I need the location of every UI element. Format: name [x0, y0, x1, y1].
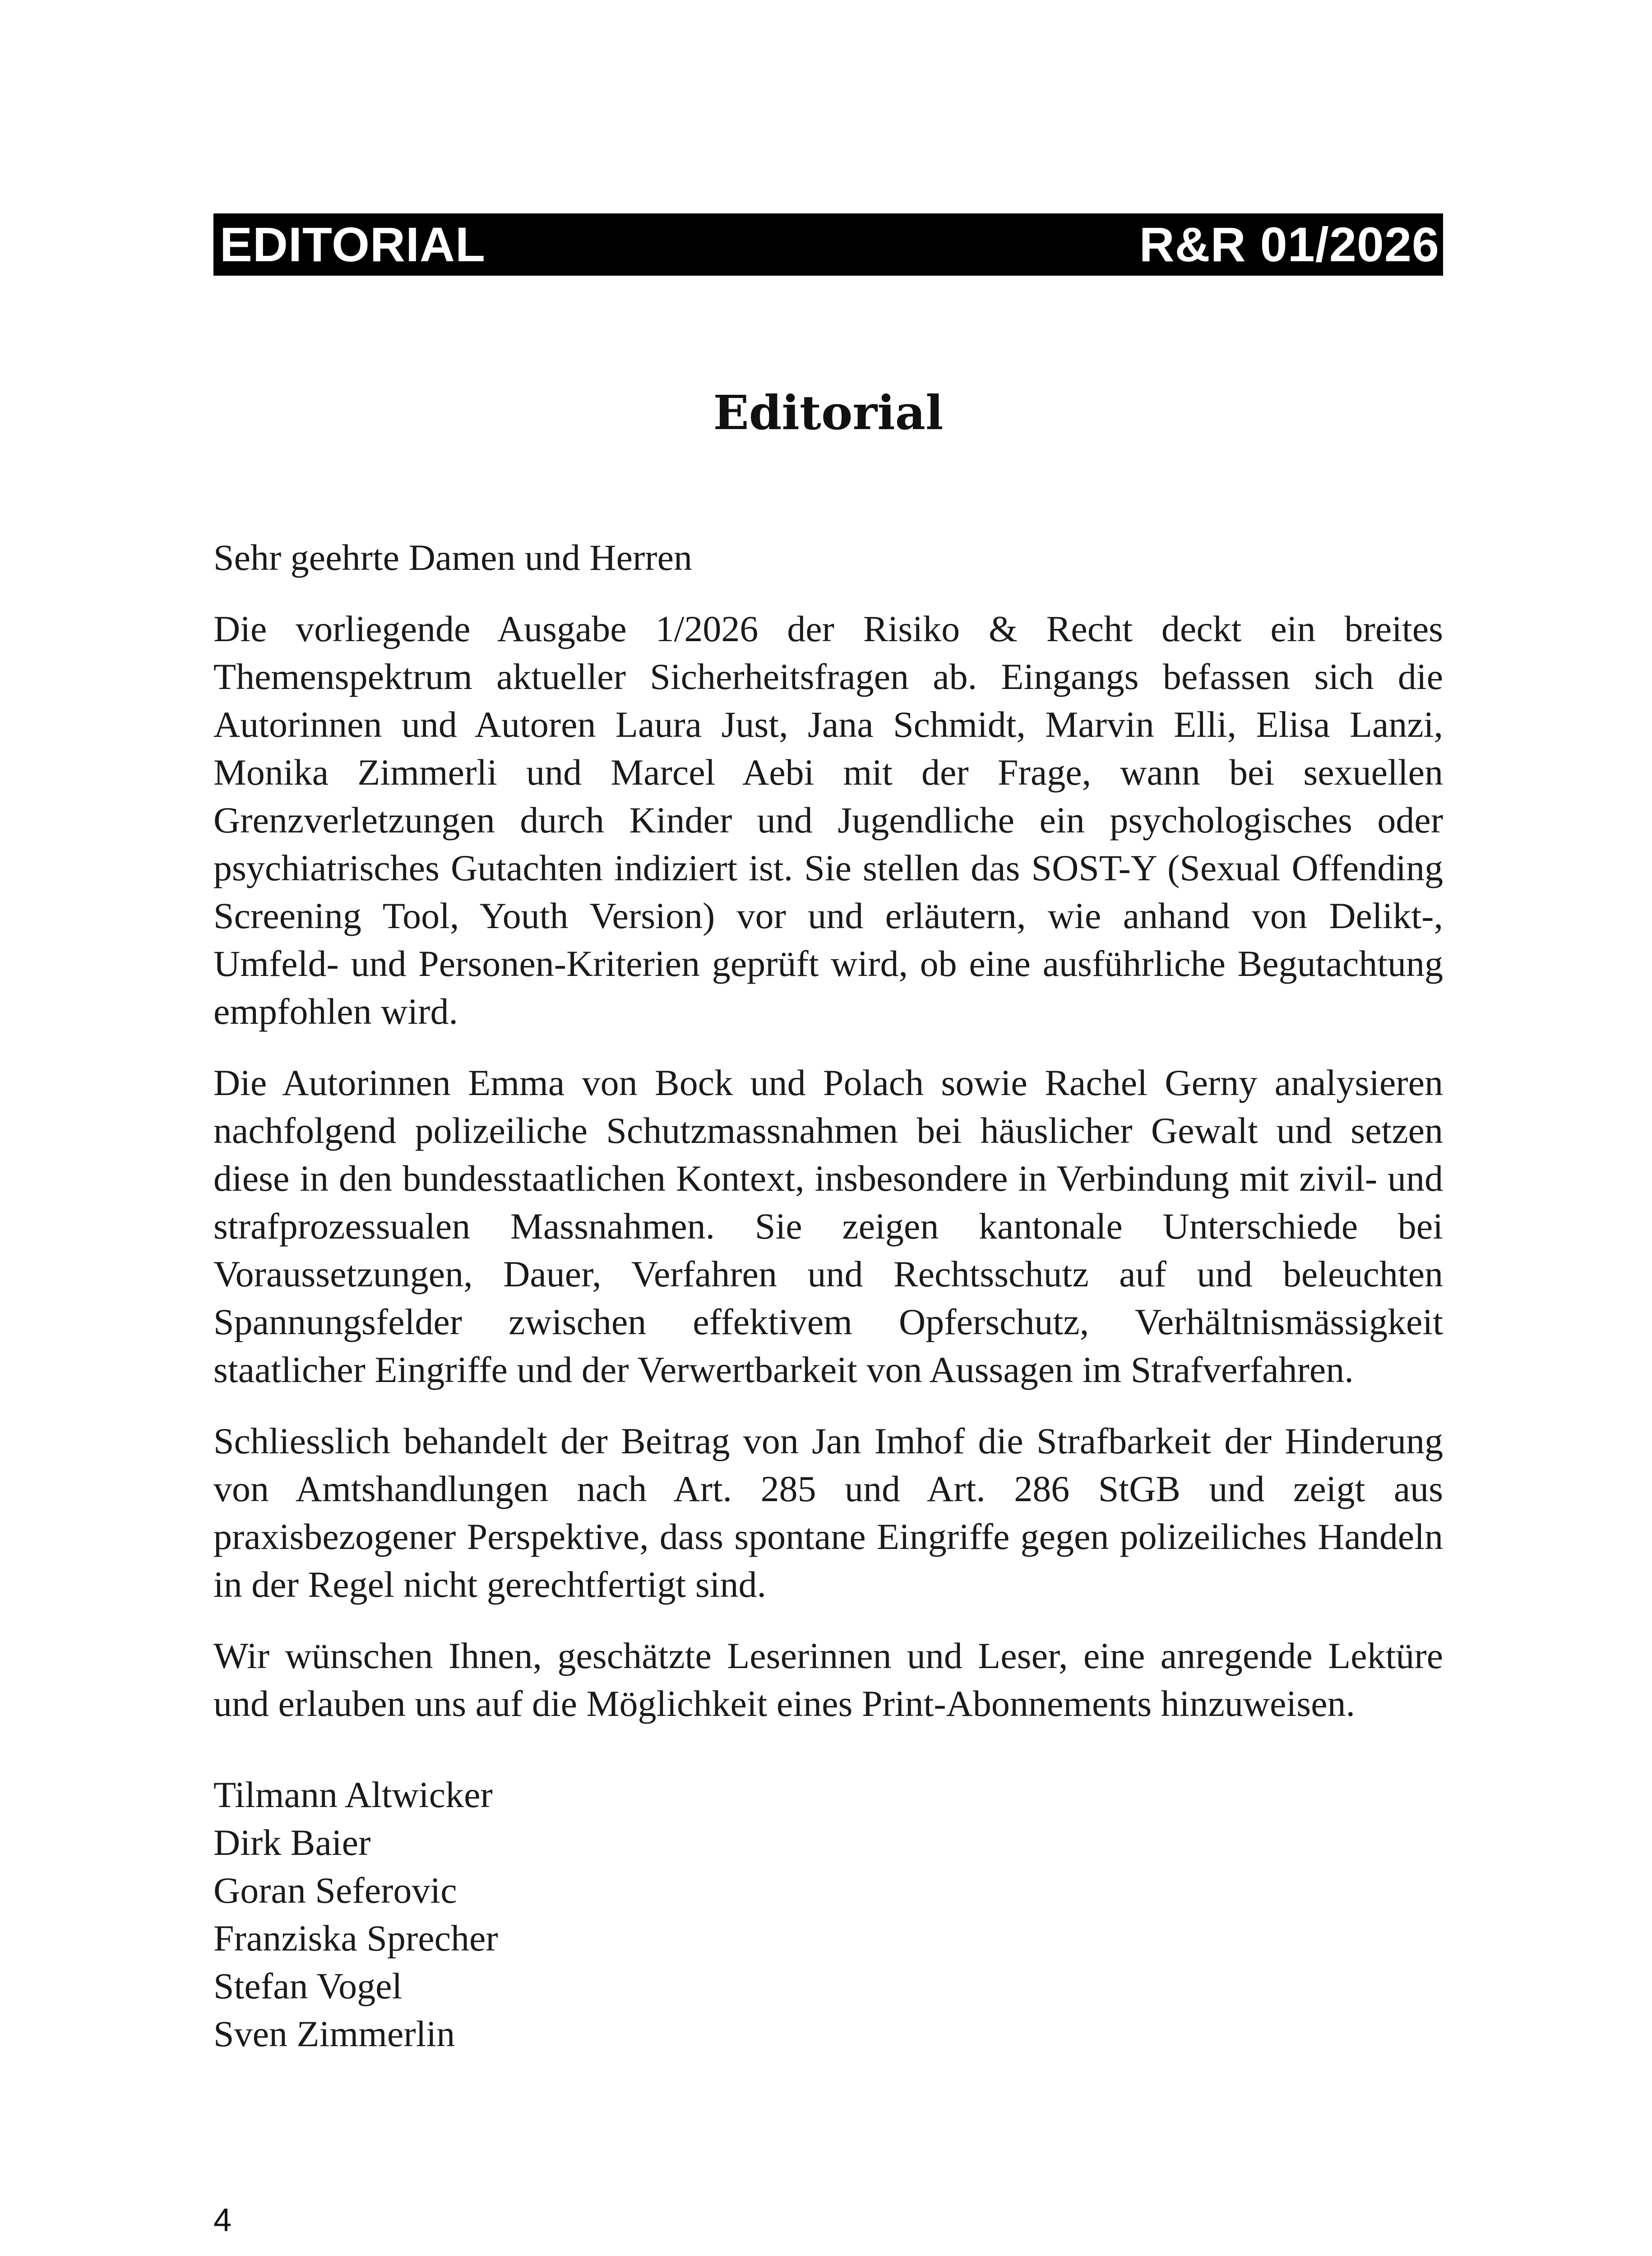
signatory-list	[213, 1771, 890, 2058]
page-title: Editorial	[713, 385, 944, 440]
paragraph-4: Wir wünschen Ihnen, geschätzte Leserinnen und Leser, eine anregende Lektüre und erlauben uns auf die Möglichkeit eines Print-Abonnements hinzuweisen.	[213, 1635, 1443, 1724]
article-body	[213, 534, 1443, 1751]
signatory: Sven Zimmerlin	[213, 2013, 455, 2054]
signatory: Stefan Vogel	[213, 1965, 403, 2006]
issue-label: R&R 01/2026	[1139, 217, 1439, 272]
section-header-bar	[213, 213, 1443, 276]
signatory: Dirk Baier	[213, 1822, 371, 1863]
signatory: Franziska Sprecher	[213, 1918, 498, 1959]
paragraph-3: Schliesslich behandelt der Beitrag von Jan Imhof die Strafbarkeit der Hinderung von Amtshandlungen nach Art. 285 und Art. 286 StGB und zeigt aus praxisbezogener Perspektive, dass spontane Eingriffe gegen polizeiliches Handeln in der Regel nicht gerechtfertigt sind.	[213, 1420, 1443, 1605]
page-number: 4	[213, 2202, 232, 2238]
paragraph-1: Die vorliegende Ausgabe 1/2026 der Risiko & Recht deckt ein breites Themenspektrum aktueller Sicherheitsfragen ab. Eingangs befassen sich die Autorinnen und Autoren Laura Just, Jana Schmidt, Marvin Elli, Elisa Lanzi, Monika Zimmerli und Marcel Aebi mit der Frage, wann bei sexuellen Grenzverletzungen durch Kinder und Jugendliche ein psychologisches oder psychiatrisches Gutachten indiziert ist. Sie stellen das SOST-Y (Sexual Offending Screening Tool, Youth Version) vor und erläutern, wie anhand von Delikt-, Umfeld- und Personen-Kriterien geprüft wird, ob eine ausführliche Begutachtung empfohlen wird.	[213, 608, 1443, 1032]
section-label: EDITORIAL	[220, 217, 486, 272]
signatory: Goran Seferovic	[213, 1870, 457, 1911]
signatory: Tilmann Altwicker	[213, 1774, 493, 1815]
salutation: Sehr geehrte Damen und Herren	[213, 537, 692, 578]
paragraph-2: Die Autorinnen Emma von Bock und Polach sowie Rachel Gerny analysieren nachfolgend polizeiliche Schutzmassnahmen bei häuslicher Gewalt und setzen diese in den bundesstaatlichen Kontext, insbesondere in Verbindung mit zivil- und strafprozessualen Massnahmen. Sie zeigen kantonale Unterschiede bei Voraussetzungen, Dauer, Verfahren und Rechtsschutz auf und beleuchten Spannungsfelder zwischen effektivem Opferschutz, Verhältnismässigkeit staatlicher Eingriffe und der Verwertbarkeit von Aussagen im Strafverfahren.	[213, 1062, 1443, 1390]
